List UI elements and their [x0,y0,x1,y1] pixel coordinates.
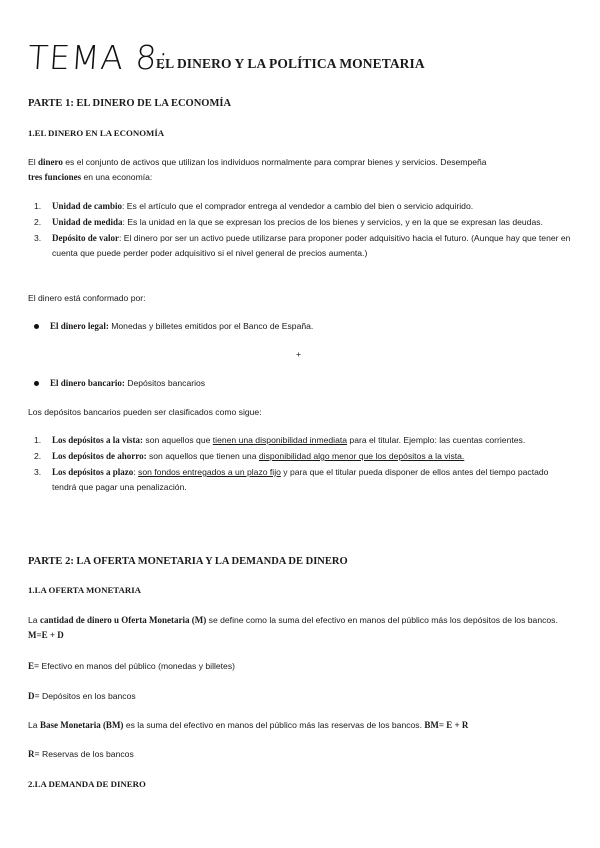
part2-heading: PARTE 2: LA OFERTA MONETARIA Y LA DEMANDA DE DINERO [28,556,348,567]
bullet-dinero-legal: El dinero legal: Monedas y billetes emitidos por el Banco de España. [34,319,313,334]
bullet-icon [34,381,39,386]
part2-section1-heading: 1.LA OFERTA MONETARIA [28,585,142,595]
list-item: 3. Los depósitos a plazo: son fondos entregados a un plazo fijo y para que el titular pueda disponer de ellos antes del tiempo pactado tendrá que pagar una penalización. [34,467,549,492]
part2-section2-heading: 2.LA DEMANDA DE DINERO [28,779,146,789]
base-monetaria-paragraph: La Base Monetaria (BM) es la suma del efectivo en manos del público más las reservas de los bancos. BM= E + R [28,720,469,730]
part1-heading: PARTE 1: EL DINERO DE LA ECONOMÍA [28,98,232,109]
document-title [28,40,588,80]
tema-label: TEMA 8: [26,38,172,77]
plus-sign: + [296,349,302,359]
bullet-icon [34,324,39,329]
list-item: 3. Depósito de valor: El dinero por ser un activo puede utilizarse para proponer poder adquisitivo hacia el futuro. (Aunque hay que tener en cuenta que puede perder poder adquisitivo si el nivel general de precios aumenta.) [34,233,571,258]
reservas-definition: R= Reservas de los bancos [28,749,134,759]
functions-list [28,199,573,262]
depositos-definition: D= Depósitos en los bancos [28,691,136,701]
bullet-dinero-bancario: El dinero bancario: Depósitos bancarios [34,376,205,391]
conformado-text: El dinero está conformado por: [28,293,146,303]
list-item: 2. Unidad de medida: Es la unidad en la que se expresan los precios de los bienes y servicios, y en la que se expresan las deudas. [34,217,543,227]
list-item: 2. Los depósitos de ahorro: son aquellos que tienen una disponibilidad algo menor que los depósitos a la vista. [34,451,465,461]
intro-paragraph: El dinero es el conjunto de activos que utilizan los individuos normalmente para comprar bienes y servicios. Desempeña tres funciones en una economía: [28,157,487,182]
efectivo-definition: E= Efectivo en manos del público (monedas y billetes) [28,661,235,671]
oferta-paragraph: La cantidad de dinero u Oferta Monetaria (M) se define como la suma del efectivo en manos del público más los depósitos de los bancos. M=E + D [28,615,558,640]
part1-section1-heading: 1.EL DINERO EN LA ECONOMÍA [28,128,165,138]
list-item: 1. Unidad de cambio: Es el artículo que el comprador entrega al vendedor a cambio del bien o servicio adquirido. [34,201,474,211]
list-item: 1. Los depósitos a la vista: son aquellos que tienen una disponibilidad inmediata para el titular. Ejemplo: las cuentas corrientes. [34,435,526,445]
title-text: EL DINERO Y LA POLÍTICA MONETARIA [156,56,425,71]
deposits-list [28,433,573,496]
depositos-intro: Los depósitos bancarios pueden ser clasificados como sigue: [28,407,262,417]
